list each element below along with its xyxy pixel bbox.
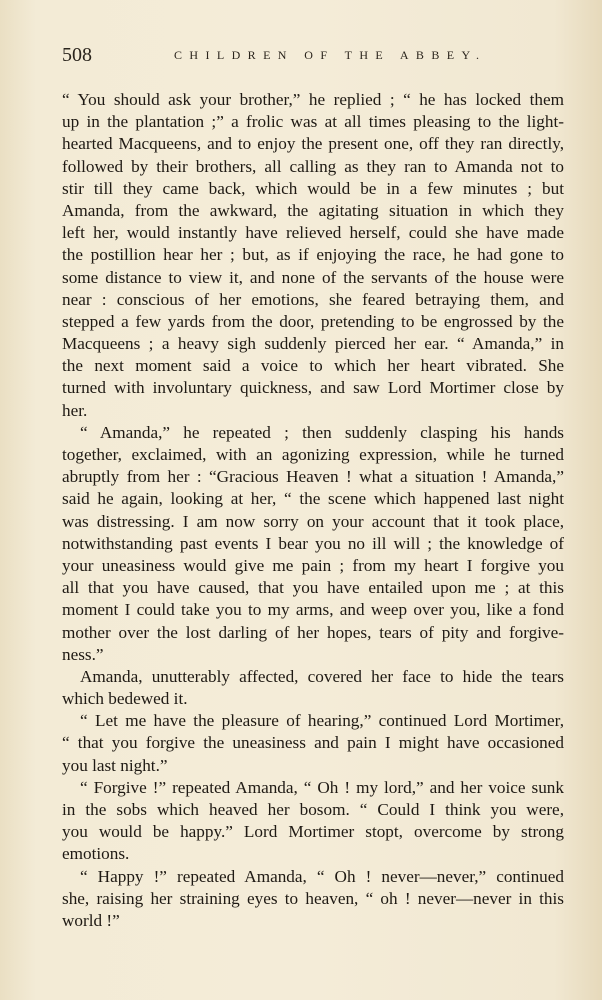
text-line: stepped a few yards from the door, pretending to be engrossed by the [62, 311, 564, 331]
text-line: which bedewed it. [62, 689, 188, 709]
text-line: followed by their brothers, all calling as they ran to Amanda not to [62, 156, 564, 176]
text-line: turned with involuntary quickness, and saw Lord Mortimer close by [62, 378, 564, 398]
text-line: in the sobs which heaved her bosom. “ Could I think you were, [62, 800, 564, 819]
text-line: Amanda, unutterably affected, covered her face to hide the tears [80, 666, 564, 686]
text-line: you would be happy.” Lord Mortimer stopt, overcome by strong [62, 822, 564, 842]
text-line: “ Happy !” repeated Amanda, “ Oh ! never—never,” continued [80, 866, 564, 886]
text-line: your uneasiness would give me pain ; from my heart I forgive you [62, 555, 564, 575]
text-line: the next moment said a voice to which her heart vibrated. She [62, 356, 564, 376]
text-line: she, raising her straining eyes to heaven, “ oh ! never—never in this [62, 888, 564, 908]
text-line: ness.” [62, 644, 104, 664]
text-line: some distance to view it, and none of the servants of the house were [62, 267, 564, 287]
text-line: hearted Macqueens, and to enjoy the present one, off they ran directly, [62, 134, 564, 154]
text-line: said he again, looking at her, “ the scene which happened last night [62, 489, 564, 509]
text-line: “ You should ask your brother,” he replied ; “ he has locked them [62, 90, 564, 109]
text-line: Macqueens ; a heavy sigh suddenly pierced her ear. “ Amanda,” in [62, 334, 564, 354]
text-line: all that you have caused, that you have entailed upon me ; at this [62, 578, 564, 598]
text-line: the postillion hear her ; but, as if enjoying the race, he had gone to [62, 245, 564, 265]
text-line: together, exclaimed, with an agonizing expression, while he turned [62, 445, 564, 464]
text-line: world !” [62, 910, 120, 930]
text-line: “ Let me have the pleasure of hearing,” continued Lord Mortimer, [80, 711, 564, 731]
text-line: left her, would instantly have relieved herself, could she have made [62, 223, 564, 243]
text-line: “ that you forgive the uneasiness and pain I might have occasioned [62, 733, 564, 753]
text-line: “ Forgive !” repeated Amanda, “ Oh ! my lord,” and her voice sunk [80, 777, 564, 797]
text-line: abruptly from her : “Gracious Heaven ! what a situation ! Amanda,” [62, 467, 564, 487]
text-line: you last night.” [62, 755, 168, 775]
text-line: near : conscious of her emotions, she feared betraying them, and [62, 289, 564, 309]
text-line: emotions. [62, 844, 130, 864]
running-title: CHILDREN OF THE ABBEY. [174, 48, 487, 62]
text-line: up in the plantation ;” a frolic was at all times pleasing to the light- [62, 112, 564, 132]
body-text [62, 89, 564, 932]
text-line: notwithstanding past events I bear you no ill will ; the knowledge of [62, 533, 564, 553]
text-line: stir till they came back, which would be in a few minutes ; but [62, 178, 564, 198]
text-line: Amanda, from the awkward, the agitating situation in which they [62, 200, 564, 220]
text-line: “ Amanda,” he repeated ; then suddenly clasping his hands [80, 422, 564, 442]
text-line: was distressing. I am now sorry on your account that it took place, [62, 511, 564, 531]
page-number: 508 [62, 44, 92, 66]
text-line: moment I could take you to my arms, and weep over you, like a fond [62, 600, 564, 620]
text-line: mother over the lost darling of her hopes, tears of pity and forgive- [62, 622, 564, 642]
text-line: her. [62, 400, 88, 420]
page-header [62, 44, 542, 66]
